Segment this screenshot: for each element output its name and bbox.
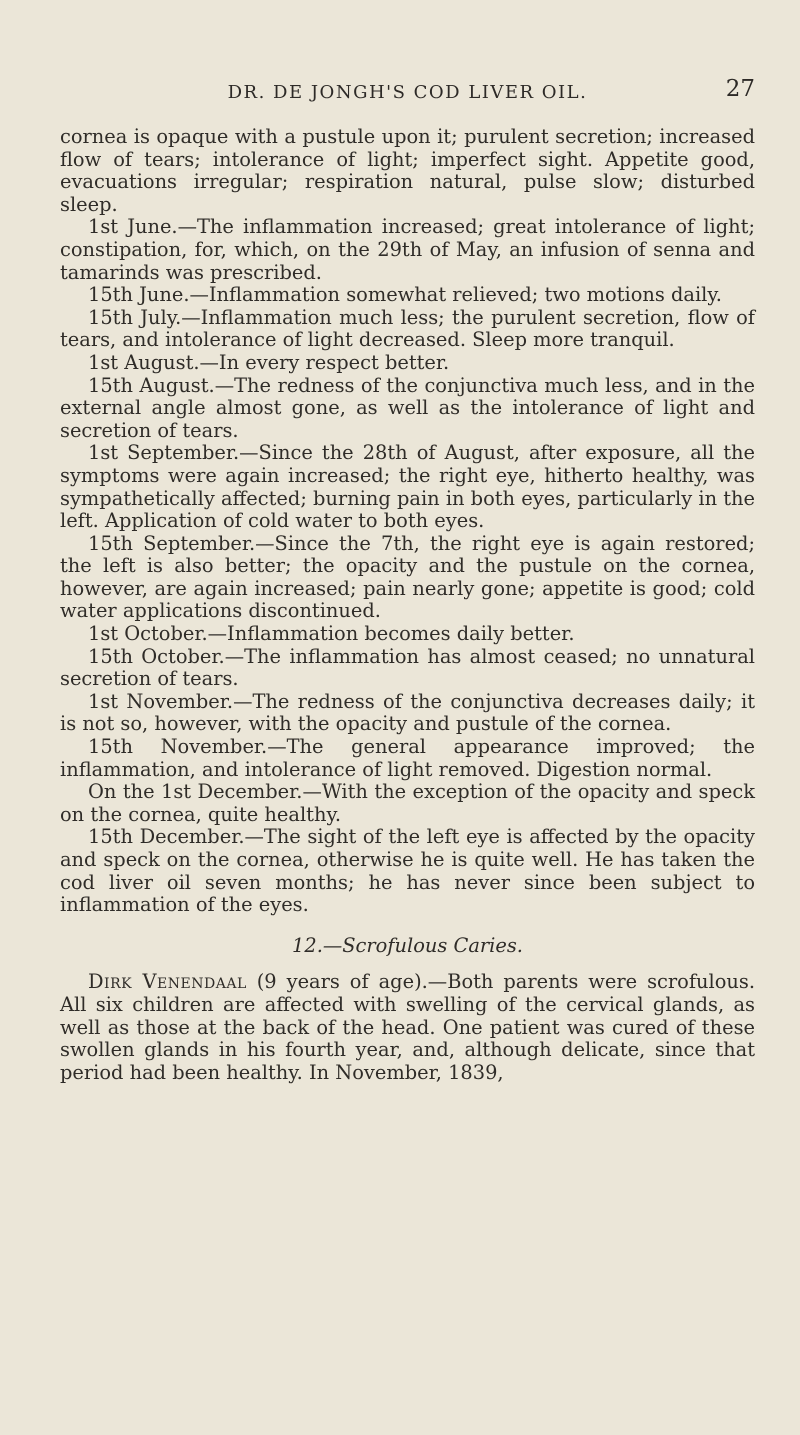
patient-name: Dirk Venendaal (88, 970, 247, 994)
page-body (60, 126, 755, 1084)
entry-15th-december: 15th December.—The sight of the left eye is affected by the opacity and speck on the cornea, otherwise he is quite well. He has taken the cod liver oil seven months; he has never since been subject to inflammation of the eyes. (60, 825, 755, 917)
section-title: Scrofulous Caries. (342, 933, 523, 957)
section-heading (60, 935, 755, 958)
entry-1st-august: 1st August.—In every respect better. (88, 350, 450, 374)
entry-1st-december: On the 1st December.—With the exception of the opacity and speck on the cornea, quite healthy. (60, 780, 755, 826)
page-number: 27 (725, 76, 755, 102)
entry-15th-november: 15th November.—The general appearance improved; the inflammation, and intolerance of light removed. Digestion normal. (60, 735, 755, 781)
entry-15th-july: 15th July.—Inflammation much less; the purulent secretion, flow of tears, and intolerance of light decreased. Sleep more tranquil. (60, 305, 755, 352)
entry-15th-september: 15th September.—Since the 7th, the right eye is again restored; the left is also better; the opacity and the pustule on the cornea, however, are again increased; pain nearly gone; appetite is good; cold water applications discontinued. (60, 531, 755, 623)
entry-1st-october: 1st October.—Inflammation becomes daily better. (88, 622, 575, 646)
paragraph-continued: cornea is opaque with a pustule upon it; purulent secretion; increased flow of tears; intolerance of light; imperfect sight. Appetite good, evacuations irregular; respiration natural, pulse slow; disturbed sleep. (60, 125, 755, 216)
case-paragraph (60, 971, 755, 1084)
entry-1st-june: 1st June.—The inflammation increased; great intolerance of light; constipation, for, which, on the 29th of May, an infusion of senna and tamarinds was prescribed. (60, 215, 755, 284)
running-head (60, 76, 755, 112)
entry-1st-september: 1st September.—Since the 28th of August, after exposure, all the symptoms were again increased; the right eye, hitherto healthy, was sympathetically affected; burning pain in both eyes, particularly in the left. Application of cold water to both eyes. (60, 441, 755, 533)
entry-1st-november: 1st November.—The redness of the conjunctiva decreases daily; it is not so, however, with the opacity and pustule of the cornea. (60, 689, 755, 736)
entry-15th-august: 15th August.—The redness of the conjunctiva much less, and in the external angle almost gone, as well as the intolerance of light and secretion of tears. (60, 373, 755, 442)
entry-15th-june: 15th June.—Inflammation somewhat relieved; two motions daily. (88, 283, 722, 307)
case-text: (9 years of age).—Both parents were scrofulous. All six children are affected with swelling of the cervical glands, as well as those at the back of the head. One patient was cured of these swollen glands in his fourth year, and, although delicate, since that period had been healthy. In November, 1839, (60, 970, 755, 1084)
section-number: 12.— (292, 933, 343, 957)
entry-15th-october: 15th October.—The inflammation has almost ceased; no unnatural secretion of tears. (60, 644, 755, 691)
running-head-title: DR. DE JONGH'S COD LIVER OIL. (227, 82, 588, 103)
